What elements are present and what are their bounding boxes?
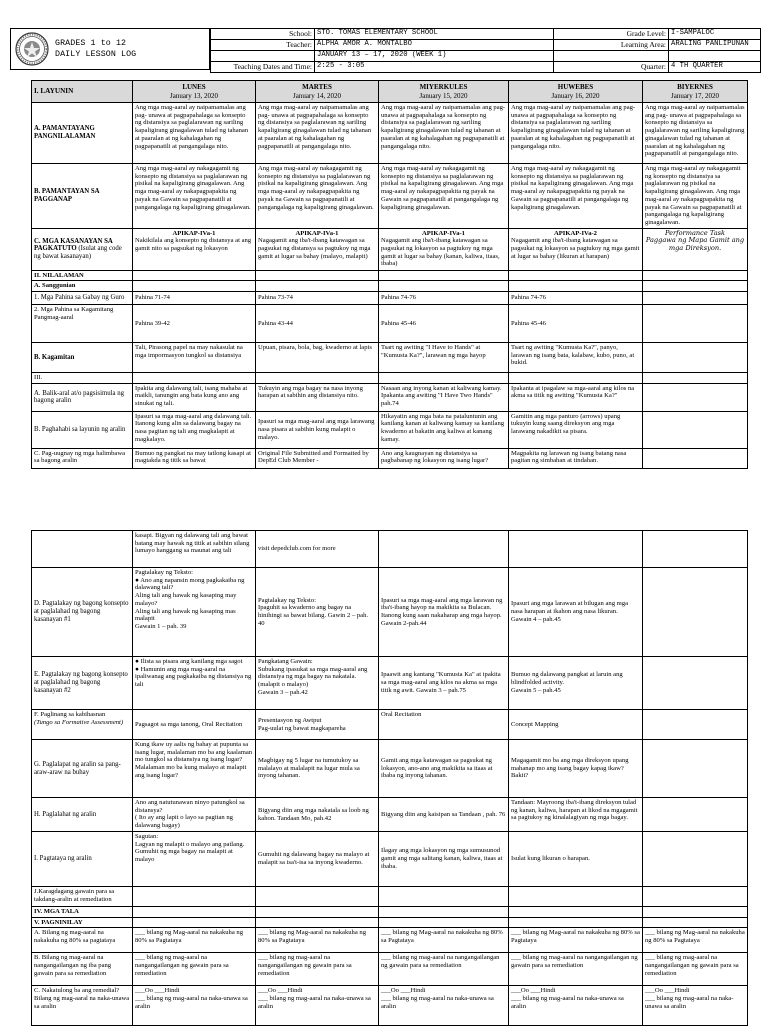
cell: Nasaan ang inyong kanan at kaliwang kamay. Ipakanta ang awiting "I Have Two Hands" pah.74 — [379, 383, 509, 411]
info-key — [211, 51, 315, 62]
cell — [379, 887, 509, 907]
cell — [643, 710, 748, 740]
row-kasanayan — [32, 228, 748, 270]
cell — [643, 832, 748, 887]
cell — [379, 373, 509, 384]
row-kagamitang — [32, 305, 748, 343]
label-karagdagang: J.Karagdagang gawain para sa takdang-aralin at remediation — [32, 887, 133, 907]
day-header: BIYERNES January 17, 2020 — [643, 81, 748, 103]
cell: APIKAP-IVa-2 Nagagamit ang iba't-ibang katawagan sa pagsukat ng lokasyon sa pagtukoy ng mga gamit at lugar sa bahay (likuran at harapan) — [509, 228, 643, 270]
day-header: MARTES January 14, 2020 — [256, 81, 379, 103]
label-paghahabi: B. Paghahabi sa layunin ng aralin — [32, 411, 133, 448]
cell: Ang mga mag-aaral ay nakagagamit ng konsepto ng distansiya sa paglalarawan ng pisikal na kapaligirang ginagalawan. Ang mga mag-aaral ay nakapagpapakita ng payak na Gawain sa pagpapanatili at pangangalaga ng kapaligirang ginagalawan. — [133, 164, 256, 229]
row-paghahabi — [32, 411, 748, 448]
label-paganap: B. PAMANTAYAN SA PAGGANAP — [32, 164, 133, 229]
cell: Ipaawit ang kantang "Kumusta Ka" at ipakita sa mga mag-aaral ang kilos na akma sa mga titik ng awit. Gawain 3 – pah.75 — [379, 657, 509, 710]
cell — [133, 907, 256, 918]
cell — [379, 907, 509, 918]
cell — [509, 531, 643, 568]
cell — [133, 887, 256, 907]
cell: Pahina 43-44 — [256, 305, 379, 343]
cell — [509, 917, 643, 928]
cell: Original File Submitted and Formatted by DepEd Club Member - — [256, 448, 379, 468]
label-pamantayang: A. PAMANTAYANG PANGNILALAMAN — [32, 103, 133, 164]
label-paglalapat: G. Paglalapat ng aralin sa pang-araw-araw na buhay — [32, 740, 133, 798]
cell: Pahina 45-46 — [509, 305, 643, 343]
row-sanggunian — [32, 281, 748, 292]
label-balik: A. Balik-aral at/o pagsisimula ng bagong aralin — [32, 383, 133, 411]
cell: Pahina 74-76 — [379, 292, 509, 305]
cell: ___ bilang ng mag-aaral na nangangailangan ng gawain para sa remediation — [643, 953, 748, 986]
cell — [509, 373, 643, 384]
cell: ___Oo ___Hindi ___ bilang ng mag-aaral na naka-unawa sa aralin — [133, 986, 256, 1026]
cell: ___Oo ___Hindi ___ bilang ng mag-aaral na naka-unawa sa aralin — [509, 986, 643, 1026]
row-gabay — [32, 292, 748, 305]
info-table — [210, 28, 761, 73]
cell: ___ bilang ng Mag-aaral na nakakuha ng 80% sa Pagtataya — [379, 928, 509, 953]
cell: Ipasuri sa mga mag-aaral ang mga larawan ng iba't-ibang hayop na makikita sa Bulacan. Itanong kung saan nakaharap ang mga hayop. Gawain 2-pah.44 — [379, 568, 509, 657]
cell: ___Oo ___Hindi ___ bilang ng mag-aaral na naka-unawa sa aralin — [256, 986, 379, 1026]
cell — [643, 568, 748, 657]
label-pagtataya: I. Pagtataya ng aralin — [32, 832, 133, 887]
cell: Bigyang diin ang kaisipan sa Tandaan , pah. 76 — [379, 798, 509, 832]
label-pagninilay-c: C. Nakatulong ba ang remedial? Bilang ng mag-aaral na naka-unawa sa aralin — [32, 986, 133, 1026]
cell — [256, 270, 379, 281]
cell: ___Oo ___Hindi ___ bilang ng mag-aaral na naka-unawa sa aralin — [643, 986, 748, 1026]
label-pagninilay-b: B. Bilang ng mag-aaral na nangangailangan ng iba pang gawain para sa remediation — [32, 953, 133, 986]
cell — [379, 281, 509, 292]
cell: visit depedclub.com for more — [256, 531, 379, 568]
info-row — [211, 62, 761, 73]
cell: Ang mga mag-aaral ay naipamamalas ang pag- unawa at pagpapahalaga sa konsepto ng distansiya sa paglalarawan ng sariling kapaligirang ginagalawan tulad ng tahanan at paaralan at ng kahalagahan ng pagpapanatili at pangangalaga nito. — [256, 103, 379, 164]
info-value: ARALING PANLIPUNAN — [669, 40, 761, 51]
cell — [643, 887, 748, 907]
header-logo-block — [10, 28, 210, 70]
day-header: MIYERKULES January 15, 2020 — [379, 81, 509, 103]
cell: Bumuo ng pangkat na may tatlong kasapi at magtakda ng titik sa bawat — [133, 448, 256, 468]
cell — [379, 531, 509, 568]
cell — [379, 917, 509, 928]
row-mga-tala — [32, 907, 748, 918]
cell: Pahina 71-74 — [133, 292, 256, 305]
label-kasanayan: C. MGA KASANAYAN SA PAGKATUTO (Isulat ang code ng bawat kasanayan) — [32, 228, 133, 270]
cell: Bigyang diin ang mga nakatala sa loob ng kahon. Tandaan Mo, pah.42 — [256, 798, 379, 832]
label-paglinang: F. Paglinang sa kabihasnan (Tungo sa Formative Assessment) — [32, 710, 133, 740]
cell — [643, 798, 748, 832]
cell: Performance Task Paggawa ng Mapa Gamit ang mga Direksyon. — [643, 228, 748, 270]
label-paglalahat: H. Paglalahat ng aralin — [32, 798, 133, 832]
cell — [643, 281, 748, 292]
cell: Pagsagot sa mga tanong, Oral Recitation — [133, 710, 256, 740]
label-kagamitang: 2. Mga Pahina sa Kagamitang Pangmag-aaral — [32, 305, 133, 343]
row-pagninilay-b — [32, 953, 748, 986]
cell: Concept Mapping — [509, 710, 643, 740]
label-gabay: 1. Mga Pahina sa Gabay ng Guro — [32, 292, 133, 305]
cell: Hikayatin ang mga bata na pataluntunin ang kanilang kanan at kaliwang kamay sa kanilang kwaderno at bakatin ang kaliwa at kanang kamay. — [379, 411, 509, 448]
cell: Ipakita ang dalawang tali, isang mahaba at maikli, tanungin ang bata kung ano ang sinukat ng tali. — [133, 383, 256, 411]
info-key: Grade Level: — [554, 29, 669, 40]
row-pagtataya — [32, 832, 748, 887]
cell — [643, 383, 748, 411]
cell: ___ bilang ng mag-aaral na nangangailangan ng gawain para sa remediation — [379, 953, 509, 986]
cell: Pahina 74-76 — [509, 292, 643, 305]
info-value — [669, 51, 761, 62]
cell: ● Ilista sa pisara ang kanilang mga sagot ● Hamunin ang mga mag-aaral na ipaliwanag ang pagkakaiba ng distansiya ng tali — [133, 657, 256, 710]
row-paglalahat — [32, 798, 748, 832]
section-pagninilay: V. PAGNINILAY — [32, 917, 133, 928]
cell — [643, 373, 748, 384]
row-paglalapat — [32, 740, 748, 798]
cell — [133, 270, 256, 281]
info-value: ALPHA AMOR A. MONTALBO — [315, 40, 554, 51]
info-value: JANUARY 13 – 17, 2020 (WEEK 1) — [315, 51, 554, 62]
deped-seal-icon — [15, 32, 49, 66]
info-row — [211, 40, 761, 51]
cell — [509, 907, 643, 918]
cell — [643, 657, 748, 710]
cell: Gamit ang mga katawagan sa pagsukat ng lokasyon, ano-ano ang makikita sa itaas at ibaba ng inyong tahanan. — [379, 740, 509, 798]
row-paglinang — [32, 710, 748, 740]
cell: Ang mga mag-aaral ay nakagagamit ng konsepto ng distansiya sa paglalarawan ng pisikal na kapaligirang ginagalawan. Ang mga mag-aaral ay nakapagpapakita ng payak na Gawain sa pagpapanatili at pangangalaga ng kapaligirang ginagalawan. — [643, 164, 748, 229]
info-row — [211, 29, 761, 40]
cell: Ipakanta at ipagalaw sa mga-aaral ang kilos na akma sa titik ng awiting "Kumusta Ka?" — [509, 383, 643, 411]
cell — [32, 531, 133, 568]
cell: Tsart ng awiting "I Have to Hands" at "Kumusta Ka?", larawan ng mga hayop — [379, 343, 509, 373]
cell: Pahina 39-42 — [133, 305, 256, 343]
cell: Ipasuri sa mga mag-aaral ang dalawang tali. Itanong kung alin sa dalawang bagay na nasa pagitan ng tali ang magkalapit at magkalayo. — [133, 411, 256, 448]
info-key: Quarter: — [554, 62, 669, 73]
row-karagdagang — [32, 887, 748, 907]
cell: Tandaan: Mayroong iba't-ibang direksyon tulad ng kanan, kaliwa, harapan at likod na mgagamit sa pagtukoy ng kinalalagiyan ng mga bagay. — [509, 798, 643, 832]
cell: Pagtalakay ng Teksto: ● Ano ang napansin mong pagkakaiba ng dalawang tali? Aling tali ang hawak ng kasaping may malayo? Aling tali ang hawak ng kasaping mas malapit Gawain 1 – pah. 39 — [133, 568, 256, 657]
row-pagtalakay2 — [32, 657, 748, 710]
cell — [256, 887, 379, 907]
day-header-row — [32, 81, 748, 103]
row-iii — [32, 373, 748, 384]
cell: Magpakita ng larawan ng isang batang nasa pagitan ng simbahan at tindahan. — [509, 448, 643, 468]
cell: Ang mga mag-aaral ay naipamamalas ang pag- unawa at pagpapahalaga sa konsepto ng distansiya sa paglalarawan ng sariling kapaligirang ginagalawan tulad ng tahanan at paaralan at ng kahalagahan ng pagpapanatili at pangangalaga nito. — [379, 103, 509, 164]
cell — [509, 887, 643, 907]
cell: Kung ikaw uy aalis ng bahay at pupunta sa isang lugar, malalaman mo ba ang kaalaman mo tungkol sa distansiya ng isang lugar? Malalaman mo ba kung malayo at malapit ang isang lugar? — [133, 740, 256, 798]
cell: ___ bilang ng mag-aaral na nangangailangan ng gawain para sa remediation — [256, 953, 379, 986]
cell: Sagutan: Lagyan ng malapit o malayo ang patlang. Gumuhit ng mga bagay na malapit at malayo — [133, 832, 256, 887]
label-kagamitan: B. Kagamitan — [32, 343, 133, 373]
cell — [133, 917, 256, 928]
label-pagninilay-a: A. Bilang ng mag-aaral na nakakuha ng 80% sa pagtataya — [32, 928, 133, 953]
cell: Gumuhit ng dalawang bagay na malayo at malapit sa isa't-isa sa inyong kwaderno. — [256, 832, 379, 887]
cell — [643, 270, 748, 281]
cell: Ang mga mag-aaral ay naipamamalas ang pag- unawa at pagpapahalaga sa konsepto ng distansiya sa paglalarawan ng sariling kapaligirang ginagalawan tulad ng tahanan at paaralan at ng kahalagahan ng pagpapanatili at pangangalaga nito. — [643, 103, 748, 164]
cell: APIKAP-IVa-1 Nagagamit ang iba't-ibang katawagan sa pagsukat ng distansya sa pagtukoy ng mga gamit at lugar sa bahay (malayo, malapit) — [256, 228, 379, 270]
cell: Isulat kung likuran o harapan. — [509, 832, 643, 887]
row-continuation — [32, 531, 748, 568]
cell: APIKAP-IVa-1 Nagagamit ang iba't-ibang katawagan sa pagsukat ng lokasyon sa pagtukoy ng mga gamit at lugar sa bahay (kanan, kaliwa, itaas, ibaba) — [379, 228, 509, 270]
info-value: 2:25 - 3:05 — [315, 62, 554, 73]
log-title-line2: DAILY LESSON LOG — [55, 50, 137, 59]
row-pagninilay-c — [32, 986, 748, 1026]
lesson-log-table-page2 — [31, 530, 748, 1026]
cell: Pahina 73-74 — [256, 292, 379, 305]
cell: Ano ang natutunawan ninyo patungkol sa distansya? ( Ito ay ang lapit o layo sa pagitan ng dalawang bagay) — [133, 798, 256, 832]
cell — [643, 448, 748, 468]
info-key: School: — [211, 29, 315, 40]
cell: Bumuo ng dalawang pangkat at laruin ang blindfolded activity. Gawain 5 – pah.45 — [509, 657, 643, 710]
cell — [643, 740, 748, 798]
cell: Tali, Pirasong papel na may nakasulat na mga impormasyon tungkol sa distansiya — [133, 343, 256, 373]
row-pamantayang — [32, 103, 748, 164]
label-sanggunian: A. Sanggunian — [32, 281, 133, 292]
section-iii: III. — [32, 373, 133, 384]
info-value: STO. TOMAS ELEMENTARY SCHOOL — [315, 29, 554, 40]
cell: Pahina 45-46 — [379, 305, 509, 343]
cell: Ang mga mag-aaral ay naipamamalas ang pag- unawa at pagpapahalaga sa konsepto ng distansiya sa paglalarawan ng sariling kapaligirang ginagalawan tulad ng tahanan at paaralan at ng kahalagahan ng pagpapanatili at pangangalaga nito. — [509, 103, 643, 164]
cell: Ang mga mag-aaral ay nakagagamit ng konsepto ng distansiya sa paglalarawan ng pisikal na kapaligirang ginagalawan. Ang mga mag-aaral ay nakapagpapakita ng payak na Gawain sa pagpapanatili at pangangalaga ng kapaligirang ginagalawan. — [256, 164, 379, 229]
cell: ___ bilang ng mag-aaral na nangangailangan ng gawain para sa remediation — [133, 953, 256, 986]
cell: ___ bilang ng Mag-aaral na nakakuha ng 80% sa Pagtataya — [256, 928, 379, 953]
row-pagninilay — [32, 917, 748, 928]
cell: Pangkatang Gawain: Subukang ipasukat sa mga mag-aaral ang distansiya ng mga bagay na nakatala. (malapit o malayo) Gawain 3 – pah.42 — [256, 657, 379, 710]
log-title-line1: GRADES 1 to 12 — [55, 39, 127, 48]
day-header: HUWEBES January 16, 2020 — [509, 81, 643, 103]
dll-header — [10, 28, 760, 70]
cell: ___ bilang ng Mag-aaral na nakakuha ng 80% sa Pagtataya — [643, 928, 748, 953]
info-key: Learning Area: — [554, 40, 669, 51]
cell: kasapi. Bigyan ng dalawang tali ang bawat batang may hawak ng titik at sabihin silang lumayo hanggang sa maunat ang tali — [133, 531, 256, 568]
info-value: 4 TH QUARTER — [669, 62, 761, 73]
cell: Ang mga mag-aaral ay naipamamalas ang pag- unawa at pagpapahalaga sa konsepto ng distansiya sa paglalarawan ng sariling kapaligirang ginagalawan tulad ng tahanan at paaralan at ng kahalagahan ng pagpapanatili at pangangalaga nito. — [133, 103, 256, 164]
row-pag-uugnay — [32, 448, 748, 468]
row-pagtalakay1 — [32, 568, 748, 657]
cell: ___ bilang ng mag-aaral na nangangailangan ng gawain para sa remediation — [509, 953, 643, 986]
cell — [256, 281, 379, 292]
label-pagtalakay1: D. Pagtalakay ng bagong konsepto at paglalahad ng bagong kasanayan #1 — [32, 568, 133, 657]
cell: Tsart ng awiting "Kumusta Ka?", panyo, larawan ng isang bata, kalabaw, kubo, puno, at bukid. — [509, 343, 643, 373]
section-mga-tala: IV. MGA TALA — [32, 907, 133, 918]
cell: ___ bilang ng Mag-aaral na nakakuha ng 80% sa Pagtataya — [509, 928, 643, 953]
log-title — [55, 38, 136, 60]
cell — [509, 270, 643, 281]
cell — [643, 907, 748, 918]
cell — [509, 281, 643, 292]
cell — [643, 292, 748, 305]
cell — [643, 305, 748, 343]
row-paganap — [32, 164, 748, 229]
row-balik — [32, 383, 748, 411]
info-key: Teaching Dates and Time: — [211, 62, 315, 73]
cell: Pagtalakay ng Teksto: Ipaguhit sa kwaderno ang bagay na hinihingi sa bawat bilang. Gawin 2 – pah. 40 — [256, 568, 379, 657]
row-pagninilay-a — [32, 928, 748, 953]
cell: Tukuyin ang mga bagay na nasa inyong harapan at sabihin ang distansiya nito. — [256, 383, 379, 411]
cell: ___Oo ___Hindi ___ bilang ng mag-aaral na naka-unawa sa aralin — [379, 986, 509, 1026]
cell: Ipasuri ang mga larawan at bilugan ang mga nasa harapan at ikahon ang nasa likuran. Gawain 4 – pah.45 — [509, 568, 643, 657]
cell: ___ bilang ng Mag-aaral na nakakuha ng 80% sa Pagtataya — [133, 928, 256, 953]
label-pag-uugnay: C. Pag-uugnay ng mga halimbawa sa bagong aralin — [32, 448, 133, 468]
cell — [133, 281, 256, 292]
cell: Ano ang kaugnayan ng distansiya sa pagbabanap ng lokasyon ng isang lugar? — [379, 448, 509, 468]
day-header: LUNES January 13, 2020 — [133, 81, 256, 103]
row-nilalaman — [32, 270, 748, 281]
cell: Ipasuri sa mga mag-aaral ang mga larawang nasa pisara at sabihin kung malapit o malayo. — [256, 411, 379, 448]
cell — [256, 917, 379, 928]
lesson-log-table-page1 — [31, 80, 748, 469]
cell: Ang mga mag-aaral ay nakagagamit ng konsepto ng distansiya sa paglalarawan ng pisikal na kapaligirang ginagalawan. Ang mga mag-aaral ay nakapagpapakita ng payak na Gawain sa pagpapanatili at pangangalaga ng kapaligirang ginagalawan. — [509, 164, 643, 229]
cell: Ang mga mag-aaral ay nakagagamit ng konsepto ng distansiya sa paglalarawan ng pisikal na kapaligirang ginagalawan. Ang mga mag-aaral ay nakapagpapakita ng payak na Gawain sa pagpapanatili at pangangalaga ng kapaligirang ginagalawan. — [379, 164, 509, 229]
cell: APIKAP-IVa-1 Nakikilala ang konsepto ng distansya at ang gamit nito sa pagsukat ng lokasyon — [133, 228, 256, 270]
cell — [643, 531, 748, 568]
cell: Gamitin ang mga panturo (arrows) upang tukuyin kung saang direksyon ang mga larawang nakadikit sa pisara. — [509, 411, 643, 448]
cell — [256, 373, 379, 384]
info-row — [211, 51, 761, 62]
info-key: Teacher: — [211, 40, 315, 51]
cell: Upuan, pisara, bola, bag, kwaderno at lapis — [256, 343, 379, 373]
cell — [133, 373, 256, 384]
cell — [379, 270, 509, 281]
cell: Magbigay ng 5 lugar na tumutukoy sa malalayo at malalapit na lugar mula sa inyong tahanan. — [256, 740, 379, 798]
info-key — [554, 51, 669, 62]
cell — [643, 411, 748, 448]
cell: Oral Recitation — [379, 710, 509, 740]
cell: Presentasyon ng Awtput Pag-uulat ng bawat magkapareha — [256, 710, 379, 740]
cell — [256, 907, 379, 918]
info-value: I-SAMPALOC — [669, 29, 761, 40]
cell — [643, 917, 748, 928]
cell — [643, 343, 748, 373]
section-layunin: I. LAYUNIN — [32, 81, 133, 103]
cell: Magagamit mo ba ang mga direksyon upang mahanap mo ang isang bagay kapag ikaw? Bakit? — [509, 740, 643, 798]
section-nilalaman: II. NILALAMAN — [32, 270, 133, 281]
label-pagtalakay2: E. Pagtalakay ng bagong konsepto at paglalahad ng bagong kasanayan #2 — [32, 657, 133, 710]
cell: Ilagay ang mga lokasyon ng mga sumusunod gamit ang mga salitang kanan, kaliwa, itaas at ibaba. — [379, 832, 509, 887]
row-kagamitan — [32, 343, 748, 373]
